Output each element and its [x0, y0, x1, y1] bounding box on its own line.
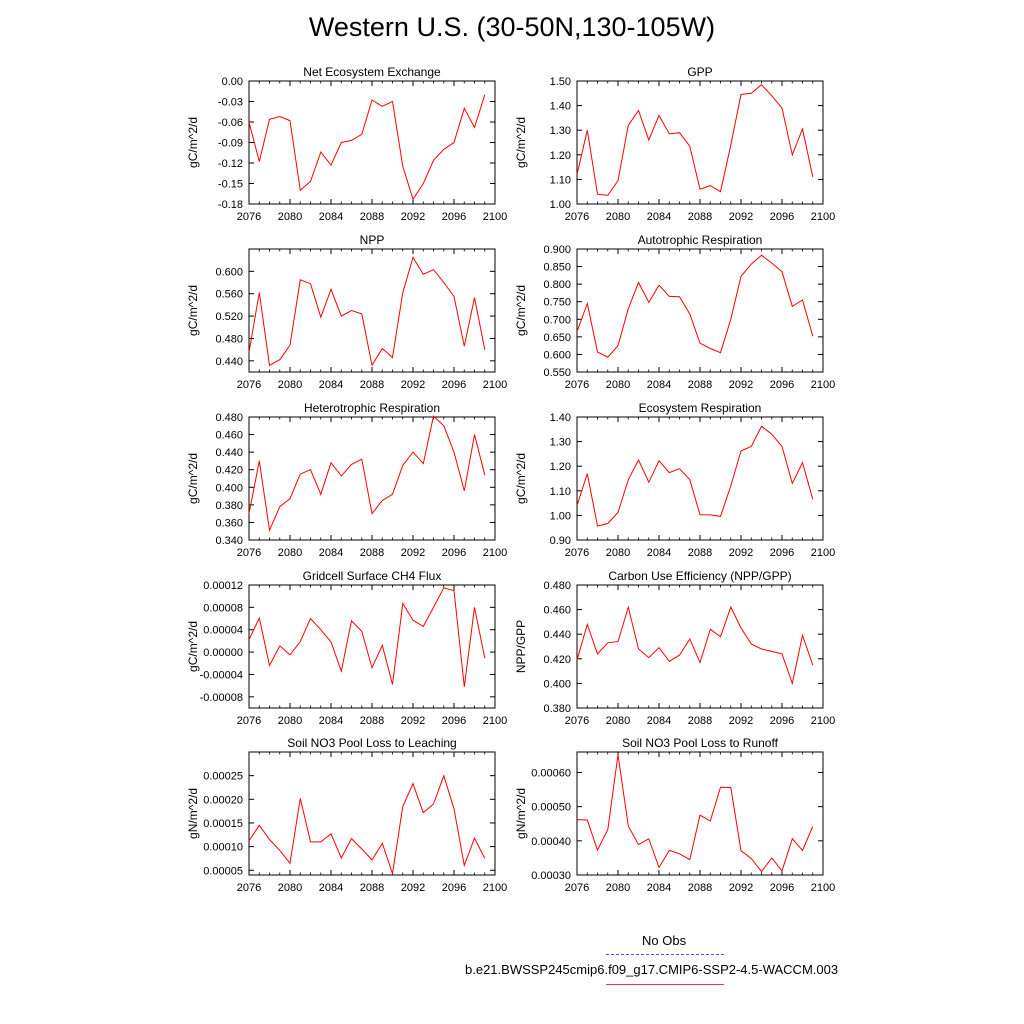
x-tick-label: 2096 [769, 547, 795, 559]
y-tick-label: 0.480 [215, 412, 243, 424]
y-tick-label: 0.520 [215, 311, 243, 324]
x-tick-label: 2096 [441, 715, 467, 727]
x-tick-label: 2092 [728, 379, 754, 391]
y-tick-label: 1.40 [549, 100, 571, 113]
series-line [577, 426, 813, 526]
y-axis-label: gN/m^2/d [186, 788, 200, 839]
y-tick-label: 0.400 [543, 678, 571, 691]
y-tick-label: 1.20 [549, 149, 571, 162]
chart-title: Net Ecosystem Exchange [303, 65, 441, 79]
chart-panel [514, 65, 835, 223]
y-tick-label: 1.40 [549, 412, 571, 424]
x-tick-label: 2084 [318, 882, 344, 894]
x-tick-label: 2088 [687, 379, 713, 391]
main-title: Western U.S. (30-50N,130-105W) [308, 12, 716, 42]
x-tick-label: 2100 [810, 882, 836, 894]
x-tick-label: 2100 [810, 211, 836, 223]
plot-frame [249, 585, 495, 708]
y-tick-label: 0.00015 [203, 817, 243, 830]
x-tick-label: 2096 [769, 379, 795, 391]
plot-frame [577, 585, 823, 708]
chart-panel [514, 233, 835, 391]
x-tick-label: 2096 [441, 882, 467, 894]
plot-frame [249, 81, 495, 204]
y-tick-label: 0.00005 [203, 865, 243, 878]
series-line [577, 255, 813, 357]
chart-panel [186, 65, 507, 223]
y-tick-label: 0.00010 [203, 841, 243, 854]
y-axis-label: gC/m^2/d [514, 117, 528, 168]
y-tick-label: 0.800 [543, 279, 571, 292]
y-tick-label: 0.00040 [531, 835, 571, 848]
chart-panel [186, 569, 507, 727]
x-tick-label: 2092 [400, 379, 426, 391]
x-tick-label: 2084 [318, 547, 344, 559]
series-line [577, 755, 813, 872]
y-tick-label: 0.400 [215, 482, 243, 495]
plot-frame [577, 417, 823, 540]
y-tick-label: 0.600 [543, 349, 571, 362]
x-tick-label: 2080 [605, 379, 631, 391]
x-tick-label: 2076 [236, 882, 262, 894]
y-tick-label: 0.380 [215, 499, 243, 512]
y-tick-label: 0.700 [543, 314, 571, 327]
x-tick-label: 2092 [728, 211, 754, 223]
legend-obs-line [606, 954, 724, 955]
x-tick-label: 2076 [564, 882, 590, 894]
y-tick-label: 0.00004 [203, 624, 243, 637]
y-axis-label: gC/m^2/d [186, 117, 200, 168]
y-tick-label: 0.460 [543, 604, 571, 617]
y-axis-label: gC/m^2/d [186, 285, 200, 336]
x-tick-label: 2080 [277, 211, 303, 223]
y-tick-label: 1.20 [549, 461, 571, 474]
y-tick-label: 1.00 [549, 510, 571, 523]
chart-title: Carbon Use Efficiency (NPP/GPP) [608, 569, 792, 583]
chart-panel [186, 736, 507, 894]
y-tick-label: 0.00008 [203, 602, 243, 615]
chart-title: Soil NO3 Pool Loss to Runoff [622, 736, 778, 750]
x-tick-label: 2092 [728, 547, 754, 559]
x-tick-label: 2100 [810, 379, 836, 391]
x-tick-label: 2076 [564, 211, 590, 223]
series-line [577, 607, 813, 683]
x-tick-label: 2088 [687, 547, 713, 559]
y-tick-label: 0.360 [215, 517, 243, 530]
x-tick-label: 2100 [482, 882, 508, 894]
y-tick-label: 0.440 [215, 355, 243, 368]
y-tick-label: 0.440 [215, 447, 243, 460]
x-tick-label: 2092 [400, 715, 426, 727]
series-line [249, 95, 485, 200]
legend-case-line [606, 984, 724, 985]
chart-title: Autotrophic Respiration [637, 233, 763, 247]
x-tick-label: 2080 [605, 882, 631, 894]
y-tick-label: 1.50 [549, 76, 571, 88]
chart-title: Soil NO3 Pool Loss to Leaching [287, 736, 457, 750]
x-tick-label: 2084 [318, 379, 344, 391]
x-tick-label: 2092 [728, 882, 754, 894]
y-tick-label: -0.06 [217, 117, 243, 129]
y-tick-label: 1.10 [549, 174, 571, 187]
x-tick-label: 2084 [646, 379, 672, 391]
chart-panel [514, 736, 835, 894]
x-tick-label: 2100 [482, 379, 508, 391]
y-tick-label: -0.03 [217, 96, 243, 109]
y-tick-label: 0.420 [543, 653, 571, 666]
plot-frame [577, 81, 823, 204]
y-tick-label: 0.480 [543, 580, 571, 592]
x-tick-label: 2076 [564, 379, 590, 391]
y-tick-label: 1.30 [549, 125, 571, 138]
chart-title: NPP [359, 233, 385, 247]
y-tick-label: 0.850 [543, 261, 571, 274]
x-tick-label: 2080 [277, 715, 303, 727]
chart-panel [186, 233, 507, 391]
x-tick-label: 2088 [687, 211, 713, 223]
y-tick-label: 0.00030 [531, 870, 571, 882]
x-tick-label: 2080 [277, 379, 303, 391]
y-tick-label: 0.00050 [531, 801, 571, 814]
chart-title: Gridcell Surface CH4 Flux [302, 569, 442, 583]
x-tick-label: 2100 [482, 211, 508, 223]
x-tick-label: 2092 [400, 211, 426, 223]
y-tick-label: -0.00004 [199, 669, 243, 682]
series-line [249, 416, 485, 530]
plot-frame [249, 249, 495, 372]
y-tick-label: 0.750 [543, 296, 571, 309]
y-tick-label: 0.440 [543, 629, 571, 642]
x-tick-label: 2088 [687, 882, 713, 894]
x-tick-label: 2076 [236, 547, 262, 559]
x-tick-label: 2084 [646, 715, 672, 727]
x-tick-label: 2100 [482, 715, 508, 727]
x-tick-label: 2084 [646, 882, 672, 894]
x-tick-label: 2088 [359, 211, 385, 223]
x-tick-label: 2100 [810, 715, 836, 727]
y-tick-label: 0.90 [549, 535, 571, 547]
chart-panel [514, 569, 835, 727]
y-tick-label: 1.00 [549, 199, 571, 211]
chart-title: Ecosystem Respiration [638, 401, 762, 415]
x-tick-label: 2088 [359, 882, 385, 894]
x-tick-label: 2084 [318, 211, 344, 223]
y-axis-label: gN/m^2/d [514, 788, 528, 839]
y-tick-label: -0.09 [217, 137, 243, 150]
x-tick-label: 2096 [769, 211, 795, 223]
x-tick-label: 2096 [441, 379, 467, 391]
y-tick-label: 0.380 [543, 703, 571, 715]
y-axis-label: gC/m^2/d [186, 453, 200, 504]
x-tick-label: 2080 [605, 547, 631, 559]
x-tick-label: 2092 [400, 547, 426, 559]
y-axis-label: gC/m^2/d [514, 285, 528, 336]
x-tick-label: 2080 [605, 211, 631, 223]
y-tick-label: 0.460 [215, 429, 243, 442]
x-tick-label: 2076 [236, 211, 262, 223]
x-tick-label: 2096 [769, 715, 795, 727]
y-axis-label: NPP/GPP [514, 619, 528, 674]
x-tick-label: 2080 [277, 882, 303, 894]
series-line [577, 85, 813, 196]
legend-obs-label: No Obs [642, 933, 687, 948]
y-tick-label: 0.00060 [531, 767, 571, 780]
x-tick-label: 2088 [359, 547, 385, 559]
y-tick-label: -0.18 [217, 199, 243, 211]
x-tick-label: 2084 [318, 715, 344, 727]
x-tick-label: 2076 [564, 715, 590, 727]
y-tick-label: -0.00008 [199, 691, 243, 704]
x-tick-label: 2092 [400, 882, 426, 894]
x-tick-label: 2096 [441, 547, 467, 559]
y-tick-label: 0.600 [215, 266, 243, 279]
x-tick-label: 2100 [482, 547, 508, 559]
x-tick-label: 2080 [277, 547, 303, 559]
y-tick-label: 0.00012 [203, 580, 243, 592]
y-tick-label: 1.30 [549, 436, 571, 449]
x-tick-label: 2084 [646, 547, 672, 559]
x-tick-label: 2100 [810, 547, 836, 559]
legend-case-label: b.e21.BWSSP245cmip6.f09_g17.CMIP6-SSP2-4.5-WACCM.003 [465, 962, 839, 977]
y-tick-label: 0.00000 [203, 647, 243, 660]
y-tick-label: 0.420 [215, 464, 243, 477]
y-tick-label: 0.900 [543, 244, 571, 256]
y-tick-label: -0.15 [217, 178, 243, 191]
y-tick-label: 0.00025 [203, 770, 243, 783]
y-tick-label: -0.12 [217, 158, 243, 170]
x-tick-label: 2084 [646, 211, 672, 223]
chart-panel [514, 401, 835, 559]
y-tick-label: 1.10 [549, 485, 571, 498]
x-tick-label: 2092 [728, 715, 754, 727]
y-tick-label: 0.550 [543, 367, 571, 379]
series-line [249, 776, 485, 874]
x-tick-label: 2088 [359, 715, 385, 727]
x-tick-label: 2076 [564, 547, 590, 559]
y-tick-label: 0.480 [215, 333, 243, 346]
x-tick-label: 2088 [687, 715, 713, 727]
x-tick-label: 2096 [769, 882, 795, 894]
x-tick-label: 2076 [236, 715, 262, 727]
plot-frame [249, 417, 495, 540]
x-tick-label: 2088 [359, 379, 385, 391]
chart-title: Heterotrophic Respiration [303, 401, 441, 415]
x-tick-label: 2096 [441, 211, 467, 223]
x-tick-label: 2080 [605, 715, 631, 727]
chart-title: GPP [687, 65, 713, 79]
y-axis-label: gC/m^2/d [514, 453, 528, 504]
y-tick-label: 0.00 [221, 76, 243, 88]
series-line [249, 257, 485, 365]
plot-frame [577, 249, 823, 372]
y-tick-label: 0.340 [215, 535, 243, 547]
plot-frame [249, 752, 495, 875]
y-tick-label: 0.560 [215, 288, 243, 301]
chart-panel [186, 401, 507, 559]
y-axis-label: gC/m^2/d [186, 621, 200, 672]
y-tick-label: 0.00020 [203, 794, 243, 807]
y-tick-label: 0.650 [543, 331, 571, 344]
series-line [249, 588, 485, 687]
x-tick-label: 2076 [236, 379, 262, 391]
